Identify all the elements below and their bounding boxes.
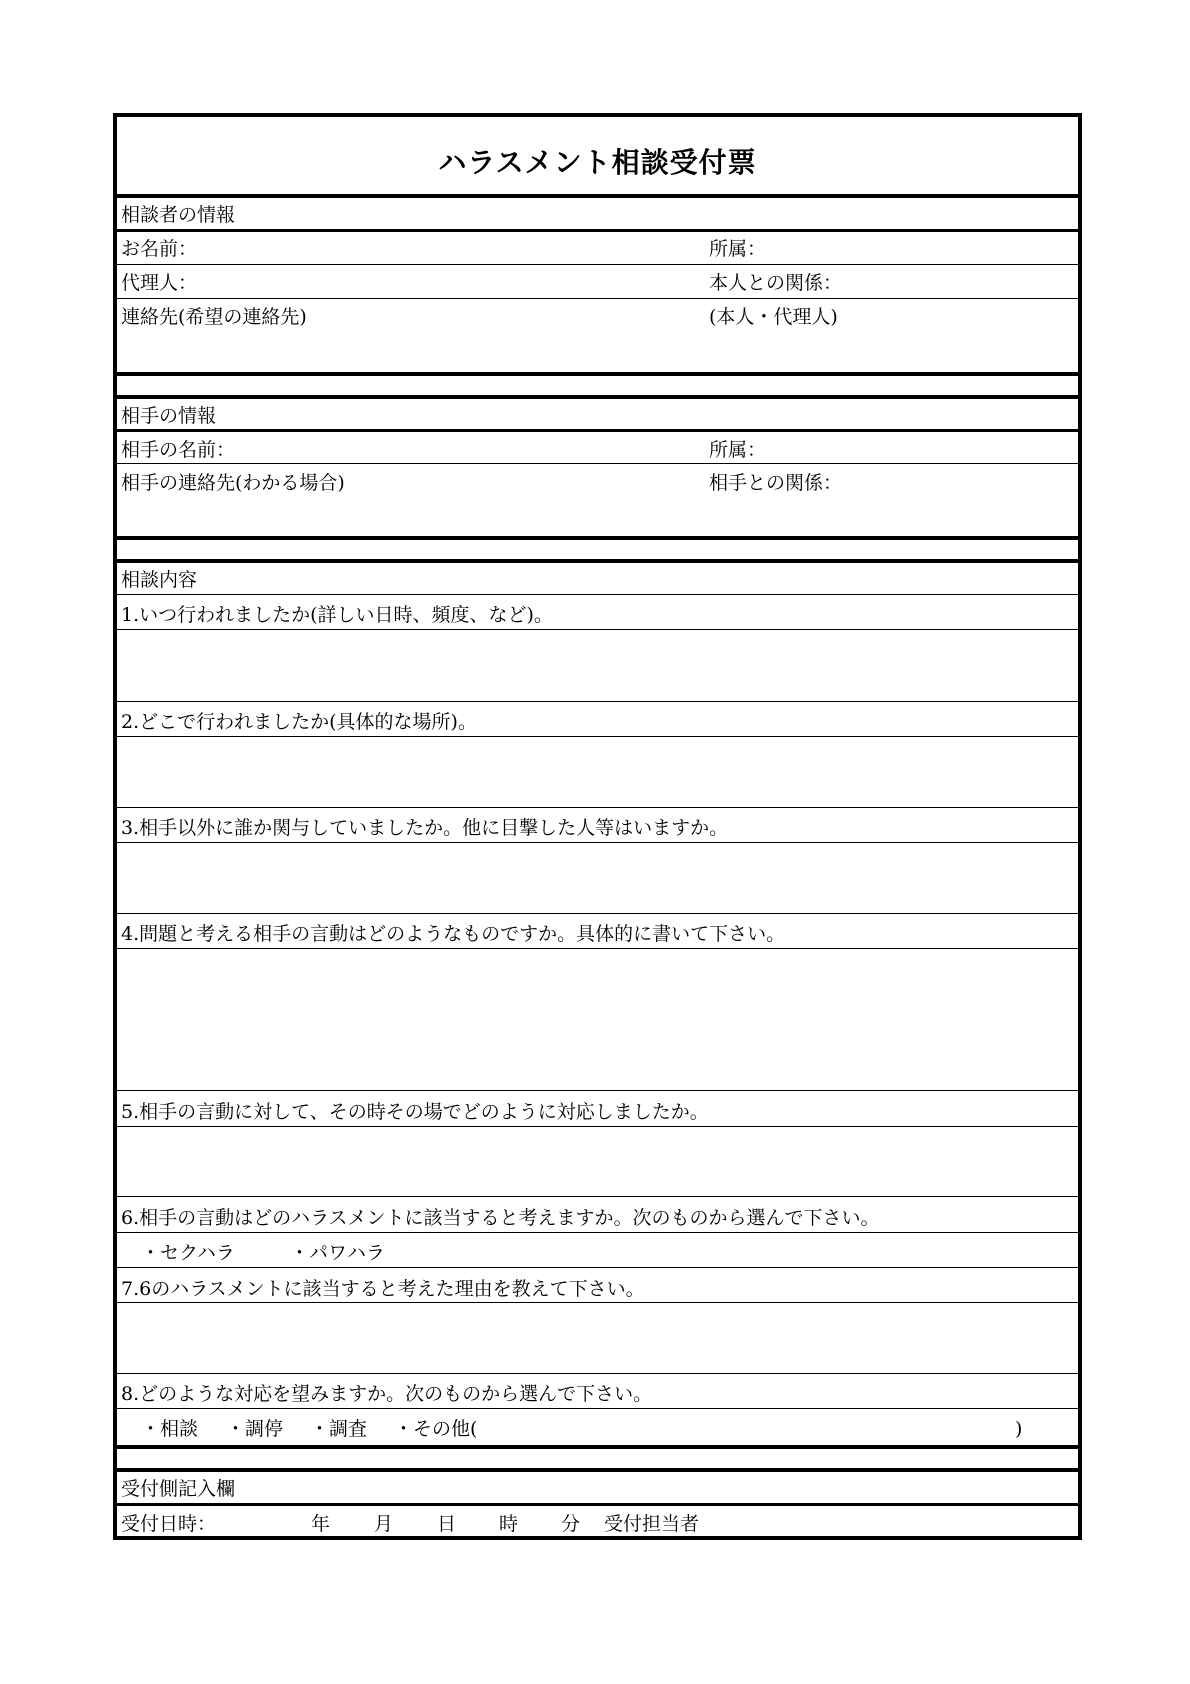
q6-option-sexual-harassment: ・セクハラ <box>141 1242 235 1264</box>
rule <box>113 1373 1082 1374</box>
partner-contact-label: 相手の連絡先(わかる場合) <box>121 472 345 494</box>
rule <box>113 1536 1082 1540</box>
reception-hour: 時 <box>499 1513 519 1535</box>
partner-affiliation-label: 所属： <box>709 439 767 461</box>
reception-minute: 分 <box>561 1513 581 1535</box>
rule <box>113 1503 1082 1506</box>
question-7: 7.6のハラスメントに該当すると考えた理由を教えて下さい。 <box>121 1278 645 1300</box>
q8-option-investigation: ・調査 <box>310 1418 368 1440</box>
q8-option-other: ・その他( <box>394 1418 478 1440</box>
partner-section-header: 相手の情報 <box>121 405 217 427</box>
rule <box>113 701 1082 702</box>
partner-name-label: 相手の名前： <box>121 439 236 461</box>
question-6: 6.相手の言動はどのハラスメントに該当すると考えますか。次のものから選んで下さい。 <box>121 1207 880 1229</box>
rule <box>113 948 1082 949</box>
rule <box>113 1408 1082 1409</box>
reception-datetime-label: 受付日時： <box>121 1513 217 1535</box>
reception-month: 月 <box>374 1513 394 1535</box>
content-section-header: 相談内容 <box>121 569 198 591</box>
reception-section-header: 受付側記入欄 <box>121 1478 236 1500</box>
rule <box>113 594 1082 595</box>
consultant-section-header: 相談者の情報 <box>121 204 236 226</box>
rule <box>113 913 1082 914</box>
rule <box>113 1302 1082 1303</box>
rule <box>113 736 1082 737</box>
q8-option-mediation: ・調停 <box>226 1418 284 1440</box>
rule <box>113 194 1082 198</box>
reception-day: 日 <box>437 1513 457 1535</box>
rule <box>113 1232 1082 1233</box>
rule <box>113 463 1082 464</box>
rule <box>113 229 1082 232</box>
contact-option-text: (本人・代理人) <box>709 306 838 328</box>
rule <box>113 1126 1082 1127</box>
partner-relation-label: 相手との関係： <box>709 472 843 494</box>
question-5: 5.相手の言動に対して、その時その場でどのように対応しましたか。 <box>121 1101 709 1123</box>
consultant-affiliation-label: 所属： <box>709 238 767 260</box>
relation-to-person-label: 本人との関係： <box>709 272 843 294</box>
proxy-label: 代理人： <box>121 272 198 294</box>
form-title: ハラスメント相談受付票 <box>438 146 757 179</box>
q6-option-power-harassment: ・パワハラ <box>290 1242 386 1264</box>
question-8: 8.どのような対応を望みますか。次のものから選んで下さい。 <box>121 1383 653 1405</box>
rule <box>113 1196 1082 1197</box>
rule <box>113 807 1082 808</box>
q8-option-other-close: ) <box>1015 1418 1023 1440</box>
rule <box>113 395 1082 399</box>
q8-option-consultation: ・相談 <box>141 1418 199 1440</box>
form-border-left <box>113 113 117 1540</box>
rule <box>113 298 1082 299</box>
rule <box>113 629 1082 630</box>
consultant-name-label: お名前： <box>121 238 198 260</box>
rule <box>113 559 1082 563</box>
rule <box>113 1267 1082 1268</box>
reception-staff-label: 受付担当者 <box>604 1513 700 1535</box>
harassment-consultation-form <box>113 113 1082 1540</box>
rule <box>113 536 1082 540</box>
question-4: 4.問題と考える相手の言動はどのようなものですか。具体的に書いて下さい。 <box>121 923 786 945</box>
rule <box>113 113 1082 117</box>
rule <box>113 264 1082 265</box>
rule <box>113 429 1082 432</box>
rule <box>113 1445 1082 1449</box>
reception-year: 年 <box>311 1513 331 1535</box>
question-3: 3.相手以外に誰か関与していましたか。他に目撃した人等はいますか。 <box>121 817 729 839</box>
question-2: 2.どこで行われましたか(具体的な場所)。 <box>121 711 477 733</box>
rule <box>113 372 1082 376</box>
question-1: 1.いつ行われましたか(詳しい日時、頻度、など)。 <box>121 604 553 626</box>
rule <box>113 1468 1082 1472</box>
form-border-right <box>1078 113 1082 1540</box>
rule <box>113 842 1082 843</box>
consultant-contact-label: 連絡先(希望の連絡先) <box>121 306 307 328</box>
rule <box>113 1090 1082 1091</box>
